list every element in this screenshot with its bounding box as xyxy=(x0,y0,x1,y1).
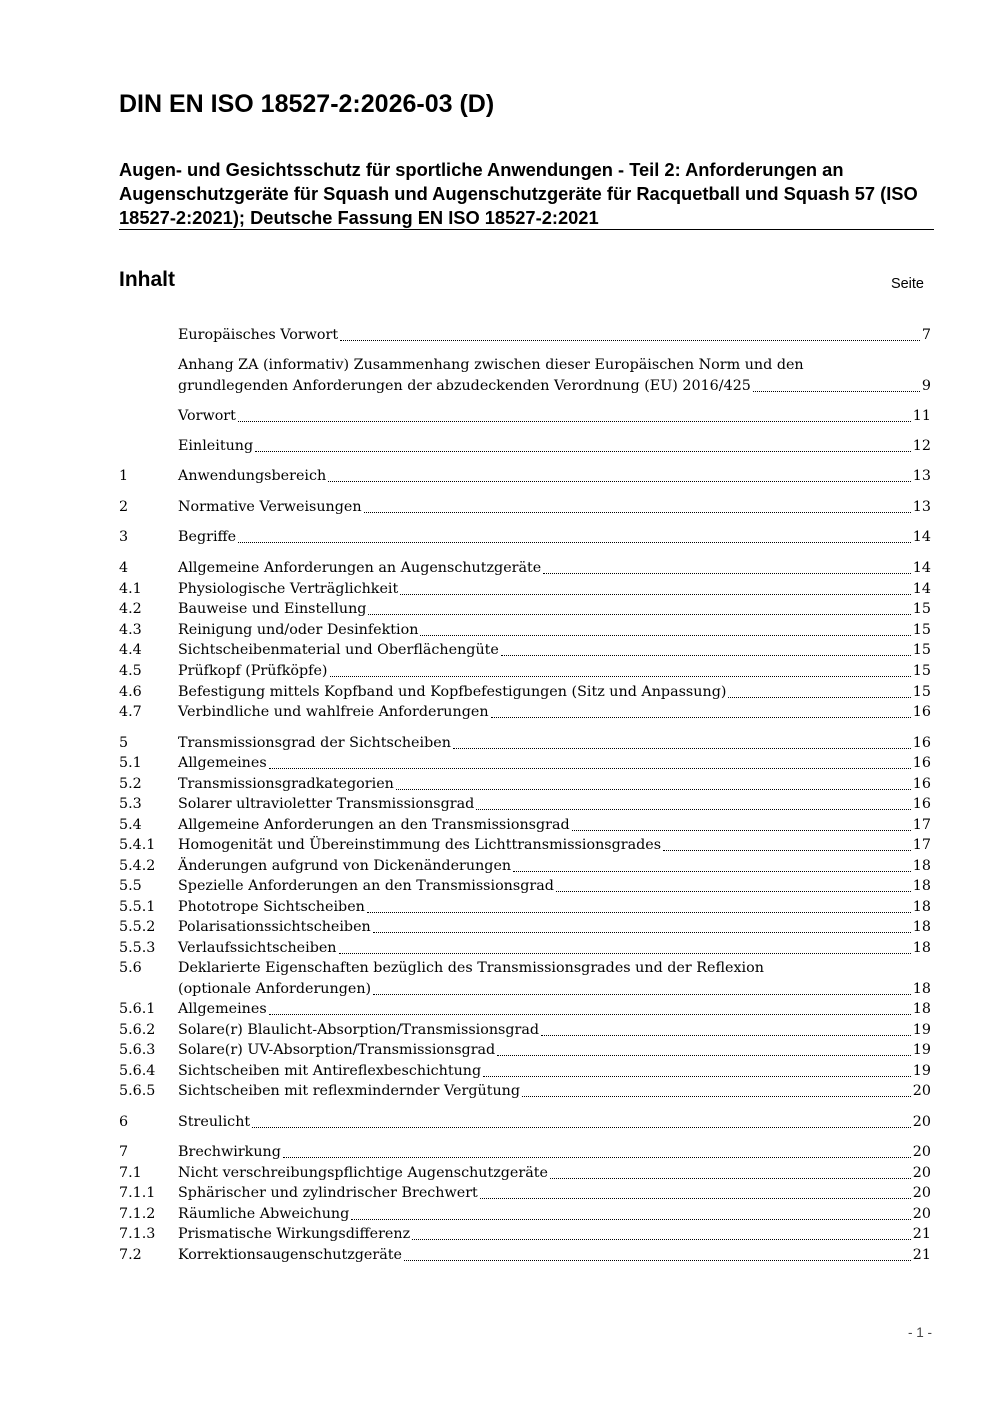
toc-entry-page: 19 xyxy=(912,1022,931,1038)
toc-entry-number: 7.1 xyxy=(119,1165,142,1181)
toc-entry-title: Normative Verweisungen xyxy=(178,499,362,515)
toc-entry-page: 18 xyxy=(912,1001,931,1017)
toc-entry-title: Nicht verschreibungspflichtige Augenschutzgeräte xyxy=(178,1165,548,1181)
toc-entry[interactable] xyxy=(119,1020,931,1041)
toc-entry-number: 5.5.2 xyxy=(119,919,156,935)
toc-entry-page: 14 xyxy=(912,581,931,597)
toc-entry[interactable] xyxy=(119,682,931,703)
toc-entry-number: 7 xyxy=(119,1144,129,1160)
toc-entry[interactable] xyxy=(119,1224,931,1245)
toc-entry-page: 20 xyxy=(912,1206,931,1222)
toc-entry-number: 5.4.1 xyxy=(119,837,156,853)
toc-entry-page: 12 xyxy=(912,438,931,454)
toc-entry[interactable] xyxy=(119,1112,931,1133)
toc-entry-page: 14 xyxy=(912,560,931,576)
toc-entry-number: 4.2 xyxy=(119,601,142,617)
toc-entry-title: Begriffe xyxy=(178,529,237,545)
toc-entry-number: 7.2 xyxy=(119,1247,142,1263)
toc-entry-page: 21 xyxy=(912,1247,931,1263)
toc-dot-leader xyxy=(283,1142,911,1163)
toc-entry-title: Prüfkopf (Prüfköpfe) xyxy=(178,663,328,679)
toc-dot-leader xyxy=(252,1112,911,1133)
toc-dot-leader xyxy=(476,794,910,815)
toc-entry-title: Allgemeines xyxy=(178,755,267,771)
toc-entry-page: 15 xyxy=(912,663,931,679)
toc-entry-number: 5 xyxy=(119,735,129,751)
toc-dot-leader xyxy=(255,436,911,457)
toc-entry-title: Brechwirkung xyxy=(178,1144,281,1160)
toc-entry-number: 4 xyxy=(119,560,129,576)
toc-dot-leader xyxy=(373,979,911,1000)
toc-dot-leader xyxy=(491,702,911,723)
toc-entry-number: 7.1.1 xyxy=(119,1185,156,1201)
toc-entry-number: 5.1 xyxy=(119,755,142,771)
toc-entry-page: 20 xyxy=(912,1114,931,1130)
toc-dot-leader xyxy=(400,579,911,600)
toc-entry-page: 15 xyxy=(912,622,931,638)
toc-dot-leader xyxy=(728,682,910,703)
toc-entry-page: 21 xyxy=(912,1226,931,1242)
toc-entry-page: 20 xyxy=(912,1165,931,1181)
toc-entry-title-continuation: (optionale Anforderungen) xyxy=(178,981,372,997)
toc-dot-leader xyxy=(572,815,911,836)
toc-entry-page: 18 xyxy=(912,858,931,874)
toc-dot-leader xyxy=(373,917,911,938)
toc-entry-title: Solarer ultravioletter Transmissionsgrad xyxy=(178,796,475,812)
toc-dot-leader xyxy=(501,640,911,661)
toc-dot-leader xyxy=(513,856,911,877)
toc-entry-number: 1 xyxy=(119,468,129,484)
toc-entry-page: 15 xyxy=(912,642,931,658)
toc-dot-leader xyxy=(269,999,911,1020)
toc-entry[interactable] xyxy=(119,876,931,897)
toc-entry-page: 16 xyxy=(912,735,931,751)
toc-entry[interactable] xyxy=(119,599,931,620)
toc-entry-page: 15 xyxy=(912,684,931,700)
toc-dot-leader xyxy=(541,1020,911,1041)
toc-entry-title: Sichtscheiben mit reflexmindernder Vergütung xyxy=(178,1083,521,1099)
toc-dot-leader xyxy=(351,1204,911,1225)
toc-entry-page: 18 xyxy=(912,940,931,956)
toc-entry-title: Verbindliche und wahlfreie Anforderungen xyxy=(178,704,489,720)
toc-entry-title: Streulicht xyxy=(178,1114,251,1130)
toc-entry[interactable] xyxy=(119,815,931,836)
toc-entry-title: Räumliche Abweichung xyxy=(178,1206,350,1222)
toc-entry[interactable] xyxy=(119,1061,931,1082)
toc-entry-number: 5.6.4 xyxy=(119,1063,156,1079)
toc-dot-leader xyxy=(453,733,911,754)
toc-dot-leader xyxy=(238,527,911,548)
toc-entry-number: 4.7 xyxy=(119,704,142,720)
toc-dot-leader xyxy=(330,661,911,682)
toc-entry-page: 20 xyxy=(912,1185,931,1201)
toc-entry-number: 5.5.1 xyxy=(119,899,156,915)
toc-entry-page: 11 xyxy=(912,408,931,424)
toc-entry-number: 5.6 xyxy=(119,960,142,976)
toc-entry-number: 5.6.3 xyxy=(119,1042,156,1058)
toc-dot-leader xyxy=(368,599,910,620)
toc-entry-title: Verlaufssichtscheiben xyxy=(178,940,337,956)
toc-entry-title: Europäisches Vorwort xyxy=(178,327,339,343)
toc-entry-title: Sichtscheibenmaterial und Oberflächengüte xyxy=(178,642,499,658)
toc-dot-leader xyxy=(396,774,911,795)
toc-entry-title: Solare(r) UV-Absorption/Transmissionsgrad xyxy=(178,1042,496,1058)
toc-entry-number: 7.1.3 xyxy=(119,1226,156,1242)
toc-dot-leader xyxy=(556,876,911,897)
toc-entry-title: Allgemeine Anforderungen an den Transmissionsgrad xyxy=(178,817,570,833)
toc-entry-number: 6 xyxy=(119,1114,129,1130)
document-subtitle: Augen- und Gesichtsschutz für sportliche Anwendungen - Teil 2: Anforderungen an Augenschutzgeräte für Squash und Augenschutzgeräte für Racquetball und Squash 57 (ISO 18527-2:2021); Deutsche Fassung EN ISO 18527-2:2021 xyxy=(119,159,918,228)
toc-entry[interactable] xyxy=(119,558,931,579)
toc-entry[interactable] xyxy=(119,1183,931,1204)
toc-entry-page: 16 xyxy=(912,704,931,720)
toc-entry-page: 18 xyxy=(912,899,931,915)
toc-entry-title: Befestigung mittels Kopfband und Kopfbefestigungen (Sitz und Anpassung) xyxy=(178,684,727,700)
toc-entry-page: 20 xyxy=(912,1083,931,1099)
toc-dot-leader xyxy=(412,1224,911,1245)
toc-entry[interactable] xyxy=(119,1204,931,1225)
toc-entry-page: 18 xyxy=(912,919,931,935)
toc-dot-leader xyxy=(404,1245,911,1266)
toc-dot-leader xyxy=(238,406,911,427)
toc-entry-number: 5.4 xyxy=(119,817,142,833)
toc-entry[interactable] xyxy=(119,661,931,682)
toc-entry-title: Sichtscheiben mit Antireflexbeschichtung xyxy=(178,1063,482,1079)
toc-entry-page: 18 xyxy=(912,878,931,894)
page-number: - 1 - xyxy=(907,1325,932,1340)
toc-entry-number: 4.5 xyxy=(119,663,142,679)
toc-entry[interactable] xyxy=(119,1163,931,1184)
toc-entry-number: 7.1.2 xyxy=(119,1206,156,1222)
toc-entry-title: Deklarierte Eigenschaften bezüglich des Transmissionsgrades und der Reflexion xyxy=(178,960,764,976)
toc-entry[interactable] xyxy=(119,497,931,518)
toc-entry-title: Polarisationssichtscheiben xyxy=(178,919,371,935)
toc-entry-number: 5.3 xyxy=(119,796,142,812)
toc-entry[interactable] xyxy=(119,917,931,938)
toc-dot-leader xyxy=(328,466,911,487)
toc-entry-title: Einleitung xyxy=(178,438,254,454)
toc-entry-page: 9 xyxy=(921,378,931,394)
toc-dot-leader xyxy=(483,1061,911,1082)
toc-entry-title: Physiologische Verträglichkeit xyxy=(178,581,399,597)
toc-entry-number: 4.1 xyxy=(119,581,142,597)
toc-entry-page: 19 xyxy=(912,1063,931,1079)
toc-dot-leader xyxy=(367,897,911,918)
toc-dot-leader xyxy=(550,1163,911,1184)
toc-entry[interactable] xyxy=(119,355,931,397)
toc-dot-leader xyxy=(522,1081,911,1102)
toc-dot-leader xyxy=(364,497,911,518)
toc-entry[interactable] xyxy=(119,999,931,1020)
toc-entry[interactable] xyxy=(119,938,931,959)
toc-entry-number: 5.6.1 xyxy=(119,1001,156,1017)
toc-entry-title: Bauweise und Einstellung xyxy=(178,601,367,617)
toc-heading: Inhalt xyxy=(119,268,175,291)
toc-entry-title: Transmissionsgrad der Sichtscheiben xyxy=(178,735,451,751)
toc-entry[interactable] xyxy=(119,640,931,661)
toc-entry-title: Sphärischer und zylindrischer Brechwert xyxy=(178,1185,478,1201)
toc-entry[interactable] xyxy=(119,1040,931,1061)
toc-entry-number: 5.2 xyxy=(119,776,142,792)
toc-dot-leader xyxy=(497,1040,911,1061)
toc-entry[interactable] xyxy=(119,702,931,723)
toc-entry[interactable] xyxy=(119,835,931,856)
toc-entry-title: Phototrope Sichtscheiben xyxy=(178,899,365,915)
toc-entry-number: 4.6 xyxy=(119,684,142,700)
toc-entry-number: 2 xyxy=(119,499,129,515)
toc-entry-number: 3 xyxy=(119,529,129,545)
toc-entry-title: Spezielle Anforderungen an den Transmissionsgrad xyxy=(178,878,554,894)
toc-dot-leader xyxy=(339,938,911,959)
toc-dot-leader xyxy=(543,558,911,579)
toc-entry-page: 15 xyxy=(912,601,931,617)
toc-entry[interactable] xyxy=(119,325,931,346)
toc-entry[interactable] xyxy=(119,897,931,918)
toc-entry[interactable] xyxy=(119,466,931,487)
toc-entry-page: 16 xyxy=(912,796,931,812)
toc-entry-title: Allgemeines xyxy=(178,1001,267,1017)
document-title: DIN EN ISO 18527-2:2026-03 (D) xyxy=(119,90,495,118)
toc-dot-leader xyxy=(663,835,911,856)
toc-entry-title: Solare(r) Blaulicht-Absorption/Transmissionsgrad xyxy=(178,1022,540,1038)
toc-entry[interactable] xyxy=(119,1245,931,1266)
toc-entry-title: Anhang ZA (informativ) Zusammenhang zwischen dieser Europäischen Norm und den xyxy=(178,357,804,373)
toc-entry-number: 5.4.2 xyxy=(119,858,156,874)
toc-entry[interactable] xyxy=(119,436,931,457)
toc-entry-title: Transmissionsgradkategorien xyxy=(178,776,394,792)
toc-entry-title: Homogenität und Übereinstimmung des Lichttransmissionsgrades xyxy=(178,837,662,853)
toc-entry[interactable] xyxy=(119,774,931,795)
toc-entry[interactable] xyxy=(119,406,931,427)
toc-entry-page: 14 xyxy=(912,529,931,545)
toc-entry-title: Vorwort xyxy=(178,408,236,424)
toc-entry-page: 18 xyxy=(912,981,931,997)
toc-entry[interactable] xyxy=(119,794,931,815)
table-of-contents xyxy=(119,0,931,1403)
toc-entry-title-continuation: grundlegenden Anforderungen der abzudeckenden Verordnung (EU) 2016/425 xyxy=(178,378,751,394)
toc-entry[interactable] xyxy=(119,856,931,877)
toc-entry-page: 19 xyxy=(912,1042,931,1058)
toc-entry[interactable] xyxy=(119,620,931,641)
toc-entry-page: 13 xyxy=(912,499,931,515)
toc-entry-page: 17 xyxy=(912,837,931,853)
toc-entry-number xyxy=(119,355,178,376)
toc-entry-title: Allgemeine Anforderungen an Augenschutzgeräte xyxy=(178,560,542,576)
toc-entry[interactable] xyxy=(119,579,931,600)
toc-dot-leader xyxy=(269,753,911,774)
toc-entry-page: 20 xyxy=(912,1144,931,1160)
toc-entry-page: 13 xyxy=(912,468,931,484)
toc-entry-title: Reinigung und/oder Desinfektion xyxy=(178,622,419,638)
toc-entry-number: 4.4 xyxy=(119,642,142,658)
toc-entry[interactable] xyxy=(119,958,931,1000)
toc-entry-page: 7 xyxy=(921,327,931,343)
toc-entry-number: 5.5 xyxy=(119,878,142,894)
toc-entry-page: 16 xyxy=(912,776,931,792)
toc-dot-leader xyxy=(480,1183,911,1204)
toc-entry-number: 4.3 xyxy=(119,622,142,638)
toc-entry-number: 5.6.2 xyxy=(119,1022,156,1038)
toc-entry-page: 17 xyxy=(912,817,931,833)
toc-page-column-label: Seite xyxy=(890,276,924,292)
toc-dot-leader xyxy=(420,620,910,641)
toc-entry[interactable] xyxy=(119,1081,931,1102)
toc-entry-number: 5.6.5 xyxy=(119,1083,156,1099)
toc-entry-title: Korrektionsaugenschutzgeräte xyxy=(178,1247,402,1263)
toc-entry-page: 16 xyxy=(912,755,931,771)
toc-entry-number: 5.5.3 xyxy=(119,940,156,956)
toc-entry[interactable] xyxy=(119,733,931,754)
toc-entry[interactable] xyxy=(119,527,931,548)
toc-dot-leader xyxy=(753,376,920,397)
toc-entry-title: Anwendungsbereich xyxy=(178,468,327,484)
toc-entry[interactable] xyxy=(119,753,931,774)
toc-entry-title: Änderungen aufgrund von Dickenänderungen xyxy=(178,858,512,874)
toc-dot-leader xyxy=(340,325,920,346)
toc-entry[interactable] xyxy=(119,1142,931,1163)
toc-entry-title: Prismatische Wirkungsdifferenz xyxy=(178,1226,411,1242)
